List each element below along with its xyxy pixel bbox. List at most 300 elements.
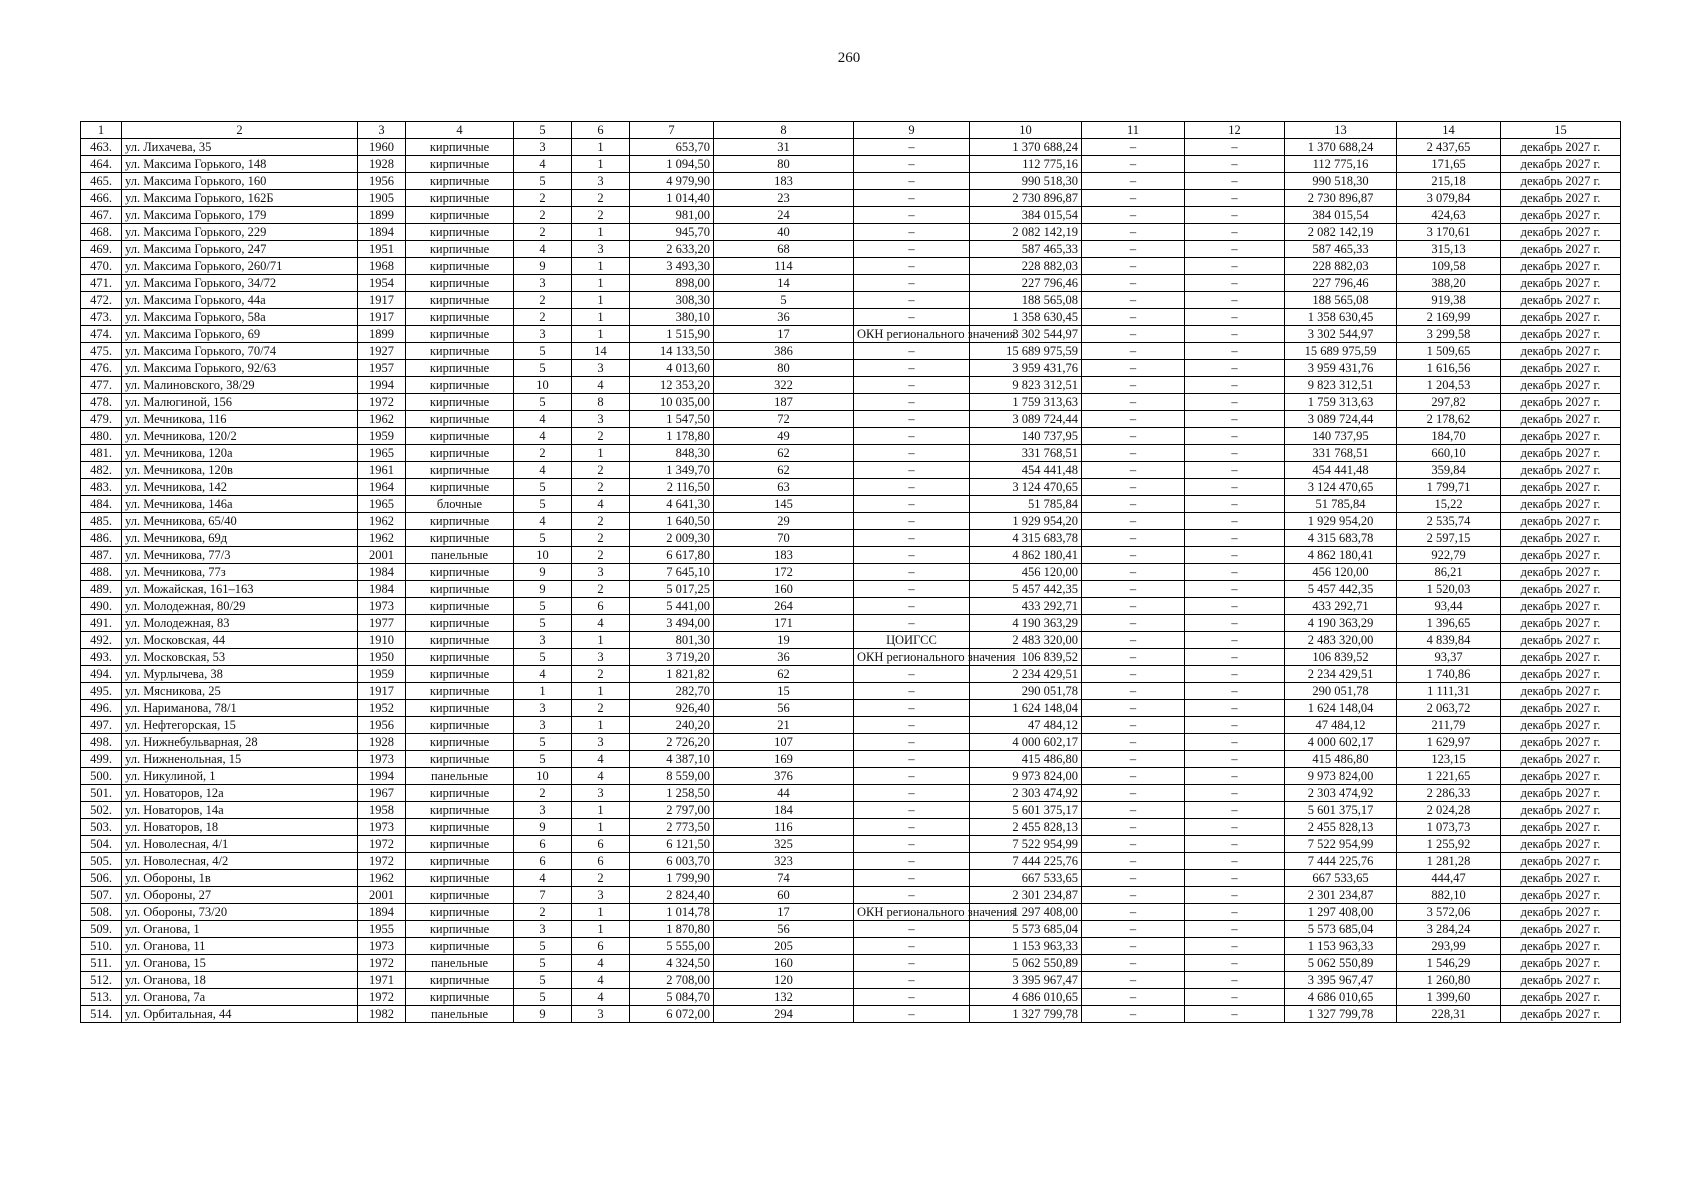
cell-fund-a: – <box>1082 241 1185 258</box>
cell-heritage-status: – <box>854 445 970 462</box>
cell-area: 848,30 <box>630 445 714 462</box>
cell-heritage-status: – <box>854 173 970 190</box>
cell-completion-date: декабрь 2027 г. <box>1501 564 1621 581</box>
cell-floors: 9 <box>514 1006 572 1023</box>
cell-residents: 322 <box>714 377 854 394</box>
cell-area: 4 641,30 <box>630 496 714 513</box>
table-row <box>81 972 1621 989</box>
cell-area: 945,70 <box>630 224 714 241</box>
column-header-fund-a: 11 <box>1082 122 1185 139</box>
cell-floors: 5 <box>514 598 572 615</box>
cell-year-built: 1962 <box>358 870 406 887</box>
cell-fund-b: – <box>1185 717 1285 734</box>
cell-entrances: 4 <box>572 972 630 989</box>
cell-address: ул. Максима Горького, 58а <box>122 309 358 326</box>
cell-floors: 5 <box>514 343 572 360</box>
cell-cost-per-sqm: 4 839,84 <box>1397 632 1501 649</box>
cell-owners-funds: 290 051,78 <box>1285 683 1397 700</box>
cell-heritage-status: – <box>854 989 970 1006</box>
cell-floors: 3 <box>514 802 572 819</box>
cell-completion-date: декабрь 2027 г. <box>1501 496 1621 513</box>
cell-wall-material: кирпичные <box>406 734 514 751</box>
cell-fund-a: – <box>1082 853 1185 870</box>
cell-cost-per-sqm: 1 260,80 <box>1397 972 1501 989</box>
cell-year-built: 1984 <box>358 581 406 598</box>
cell-year-built: 1958 <box>358 802 406 819</box>
cell-fund-b: – <box>1185 445 1285 462</box>
cell-residents: 183 <box>714 173 854 190</box>
cell-heritage-status: – <box>854 734 970 751</box>
cell-owners-funds: 2 303 474,92 <box>1285 785 1397 802</box>
cell-area: 2 726,20 <box>630 734 714 751</box>
cell-fund-b: – <box>1185 904 1285 921</box>
cell-floors: 5 <box>514 989 572 1006</box>
cell-residents: 62 <box>714 445 854 462</box>
cell-residents: 325 <box>714 836 854 853</box>
table-row <box>81 649 1621 666</box>
cell-residents: 114 <box>714 258 854 275</box>
cell-floors: 7 <box>514 887 572 904</box>
cell-fund-b: – <box>1185 938 1285 955</box>
cell-cost-per-sqm: 15,22 <box>1397 496 1501 513</box>
cell-year-built: 2001 <box>358 547 406 564</box>
cell-row-number: 476. <box>81 360 122 377</box>
cell-year-built: 1927 <box>358 343 406 360</box>
cell-area: 1 178,80 <box>630 428 714 445</box>
cell-fund-b: – <box>1185 513 1285 530</box>
cell-area: 12 353,20 <box>630 377 714 394</box>
cell-fund-a: – <box>1082 904 1185 921</box>
cell-fund-a: – <box>1082 989 1185 1006</box>
cell-floors: 9 <box>514 581 572 598</box>
cell-entrances: 2 <box>572 513 630 530</box>
cell-address: ул. Оганова, 7а <box>122 989 358 1006</box>
cell-fund-b: – <box>1185 564 1285 581</box>
cell-residents: 68 <box>714 241 854 258</box>
cell-entrances: 3 <box>572 1006 630 1023</box>
cell-fund-a: – <box>1082 700 1185 717</box>
cell-completion-date: декабрь 2027 г. <box>1501 513 1621 530</box>
cell-area: 4 324,50 <box>630 955 714 972</box>
cell-residents: 21 <box>714 717 854 734</box>
cell-fund-b: – <box>1185 411 1285 428</box>
cell-cost-total: 587 465,33 <box>970 241 1082 258</box>
cell-cost-total: 1 327 799,78 <box>970 1006 1082 1023</box>
cell-fund-a: – <box>1082 785 1185 802</box>
cell-fund-b: – <box>1185 173 1285 190</box>
cell-fund-a: – <box>1082 921 1185 938</box>
cell-owners-funds: 9 973 824,00 <box>1285 768 1397 785</box>
table-row <box>81 904 1621 921</box>
cell-row-number: 481. <box>81 445 122 462</box>
cell-year-built: 1971 <box>358 972 406 989</box>
cell-floors: 3 <box>514 717 572 734</box>
cell-residents: 62 <box>714 666 854 683</box>
cell-area: 2 824,40 <box>630 887 714 904</box>
table-row <box>81 751 1621 768</box>
cell-heritage-status: – <box>854 207 970 224</box>
cell-cost-total: 140 737,95 <box>970 428 1082 445</box>
cell-cost-total: 47 484,12 <box>970 717 1082 734</box>
cell-row-number: 466. <box>81 190 122 207</box>
cell-fund-a: – <box>1082 275 1185 292</box>
cell-area: 1 094,50 <box>630 156 714 173</box>
cell-residents: 386 <box>714 343 854 360</box>
cell-row-number: 471. <box>81 275 122 292</box>
table-row <box>81 360 1621 377</box>
cell-area: 240,20 <box>630 717 714 734</box>
cell-year-built: 1910 <box>358 632 406 649</box>
cell-year-built: 1984 <box>358 564 406 581</box>
cell-address: ул. Новаторов, 14а <box>122 802 358 819</box>
table-row <box>81 836 1621 853</box>
cell-row-number: 474. <box>81 326 122 343</box>
cell-floors: 5 <box>514 734 572 751</box>
cell-floors: 5 <box>514 938 572 955</box>
cell-residents: 294 <box>714 1006 854 1023</box>
cell-cost-per-sqm: 93,37 <box>1397 649 1501 666</box>
cell-fund-b: – <box>1185 547 1285 564</box>
cell-cost-per-sqm: 1 509,65 <box>1397 343 1501 360</box>
cell-residents: 160 <box>714 581 854 598</box>
table-row <box>81 428 1621 445</box>
cell-cost-total: 2 303 474,92 <box>970 785 1082 802</box>
cell-fund-a: – <box>1082 938 1185 955</box>
cell-cost-per-sqm: 123,15 <box>1397 751 1501 768</box>
cell-residents: 56 <box>714 700 854 717</box>
cell-owners-funds: 1 624 148,04 <box>1285 700 1397 717</box>
cell-fund-a: – <box>1082 649 1185 666</box>
cell-cost-total: 1 929 954,20 <box>970 513 1082 530</box>
cell-area: 10 035,00 <box>630 394 714 411</box>
cell-cost-per-sqm: 1 616,56 <box>1397 360 1501 377</box>
cell-area: 5 017,25 <box>630 581 714 598</box>
cell-completion-date: декабрь 2027 г. <box>1501 921 1621 938</box>
cell-completion-date: декабрь 2027 г. <box>1501 819 1621 836</box>
table-row <box>81 598 1621 615</box>
cell-completion-date: декабрь 2027 г. <box>1501 411 1621 428</box>
table-row <box>81 785 1621 802</box>
cell-wall-material: кирпичные <box>406 156 514 173</box>
cell-floors: 2 <box>514 785 572 802</box>
cell-cost-per-sqm: 3 299,58 <box>1397 326 1501 343</box>
cell-completion-date: декабрь 2027 г. <box>1501 887 1621 904</box>
cell-year-built: 1962 <box>358 411 406 428</box>
cell-cost-total: 112 775,16 <box>970 156 1082 173</box>
cell-cost-per-sqm: 3 284,24 <box>1397 921 1501 938</box>
cell-wall-material: кирпичные <box>406 326 514 343</box>
cell-address: ул. Оганова, 15 <box>122 955 358 972</box>
cell-row-number: 491. <box>81 615 122 632</box>
cell-owners-funds: 4 315 683,78 <box>1285 530 1397 547</box>
cell-residents: 74 <box>714 870 854 887</box>
cell-year-built: 1962 <box>358 530 406 547</box>
page-number: 260 <box>837 50 861 66</box>
cell-wall-material: кирпичные <box>406 462 514 479</box>
cell-heritage-status: – <box>854 598 970 615</box>
cell-floors: 3 <box>514 139 572 156</box>
cell-fund-a: – <box>1082 139 1185 156</box>
cell-row-number: 468. <box>81 224 122 241</box>
table-row <box>81 343 1621 360</box>
cell-address: ул. Новаторов, 18 <box>122 819 358 836</box>
cell-cost-total: 4 686 010,65 <box>970 989 1082 1006</box>
table-row <box>81 139 1621 156</box>
cell-row-number: 478. <box>81 394 122 411</box>
cell-area: 282,70 <box>630 683 714 700</box>
cell-address: ул. Максима Горького, 69 <box>122 326 358 343</box>
cell-area: 5 084,70 <box>630 989 714 1006</box>
cell-cost-total: 3 124 470,65 <box>970 479 1082 496</box>
cell-completion-date: декабрь 2027 г. <box>1501 394 1621 411</box>
cell-floors: 10 <box>514 768 572 785</box>
cell-cost-total: 5 062 550,89 <box>970 955 1082 972</box>
cell-year-built: 1899 <box>358 326 406 343</box>
cell-cost-total: 3 959 431,76 <box>970 360 1082 377</box>
cell-floors: 6 <box>514 853 572 870</box>
cell-floors: 5 <box>514 751 572 768</box>
cell-year-built: 1894 <box>358 224 406 241</box>
cell-area: 1 515,90 <box>630 326 714 343</box>
table-row <box>81 615 1621 632</box>
cell-wall-material: кирпичные <box>406 853 514 870</box>
cell-heritage-status: – <box>854 496 970 513</box>
cell-area: 6 072,00 <box>630 1006 714 1023</box>
cell-fund-b: – <box>1185 496 1285 513</box>
cell-entrances: 3 <box>572 411 630 428</box>
cell-cost-per-sqm: 1 221,65 <box>1397 768 1501 785</box>
cell-cost-per-sqm: 2 178,62 <box>1397 411 1501 428</box>
table-row <box>81 513 1621 530</box>
cell-cost-per-sqm: 1 073,73 <box>1397 819 1501 836</box>
cell-completion-date: декабрь 2027 г. <box>1501 615 1621 632</box>
cell-heritage-status: – <box>854 972 970 989</box>
cell-fund-b: – <box>1185 615 1285 632</box>
cell-residents: 15 <box>714 683 854 700</box>
column-header-cost-per-sqm: 14 <box>1397 122 1501 139</box>
cell-fund-b: – <box>1185 224 1285 241</box>
cell-fund-a: – <box>1082 615 1185 632</box>
housing-registry-table <box>80 121 1621 1023</box>
cell-completion-date: декабрь 2027 г. <box>1501 768 1621 785</box>
cell-fund-a: – <box>1082 173 1185 190</box>
table-row <box>81 462 1621 479</box>
cell-owners-funds: 1 327 799,78 <box>1285 1006 1397 1023</box>
cell-fund-a: – <box>1082 955 1185 972</box>
cell-row-number: 505. <box>81 853 122 870</box>
cell-residents: 49 <box>714 428 854 445</box>
cell-residents: 62 <box>714 462 854 479</box>
cell-area: 1 547,50 <box>630 411 714 428</box>
cell-cost-total: 2 730 896,87 <box>970 190 1082 207</box>
cell-cost-total: 188 565,08 <box>970 292 1082 309</box>
table-row <box>81 547 1621 564</box>
cell-cost-per-sqm: 228,31 <box>1397 1006 1501 1023</box>
cell-cost-total: 456 120,00 <box>970 564 1082 581</box>
cell-area: 14 133,50 <box>630 343 714 360</box>
cell-row-number: 500. <box>81 768 122 785</box>
cell-fund-a: – <box>1082 377 1185 394</box>
cell-cost-per-sqm: 171,65 <box>1397 156 1501 173</box>
cell-cost-total: 1 153 963,33 <box>970 938 1082 955</box>
cell-floors: 1 <box>514 683 572 700</box>
cell-address: ул. Молодежная, 83 <box>122 615 358 632</box>
cell-year-built: 1928 <box>358 156 406 173</box>
cell-year-built: 1951 <box>358 241 406 258</box>
cell-wall-material: кирпичные <box>406 173 514 190</box>
cell-entrances: 3 <box>572 564 630 581</box>
table-row <box>81 326 1621 343</box>
cell-entrances: 2 <box>572 190 630 207</box>
cell-address: ул. Нариманова, 78/1 <box>122 700 358 717</box>
cell-fund-a: – <box>1082 309 1185 326</box>
cell-fund-a: – <box>1082 530 1185 547</box>
cell-cost-total: 2 234 429,51 <box>970 666 1082 683</box>
cell-completion-date: декабрь 2027 г. <box>1501 785 1621 802</box>
cell-address: ул. Мечникова, 120в <box>122 462 358 479</box>
cell-cost-per-sqm: 2 437,65 <box>1397 139 1501 156</box>
cell-area: 4 013,60 <box>630 360 714 377</box>
cell-row-number: 483. <box>81 479 122 496</box>
cell-residents: 205 <box>714 938 854 955</box>
cell-address: ул. Максима Горького, 229 <box>122 224 358 241</box>
cell-floors: 5 <box>514 496 572 513</box>
cell-area: 3 719,20 <box>630 649 714 666</box>
cell-wall-material: кирпичные <box>406 292 514 309</box>
cell-residents: 29 <box>714 513 854 530</box>
cell-area: 1 258,50 <box>630 785 714 802</box>
cell-wall-material: кирпичные <box>406 241 514 258</box>
cell-residents: 160 <box>714 955 854 972</box>
cell-area: 1 870,80 <box>630 921 714 938</box>
cell-cost-total: 51 785,84 <box>970 496 1082 513</box>
cell-fund-b: – <box>1185 479 1285 496</box>
cell-heritage-status: – <box>854 292 970 309</box>
cell-completion-date: декабрь 2027 г. <box>1501 190 1621 207</box>
cell-row-number: 469. <box>81 241 122 258</box>
cell-year-built: 1994 <box>358 377 406 394</box>
cell-heritage-status: – <box>854 700 970 717</box>
cell-fund-b: – <box>1185 292 1285 309</box>
cell-heritage-status: – <box>854 377 970 394</box>
cell-floors: 5 <box>514 530 572 547</box>
cell-cost-total: 1 370 688,24 <box>970 139 1082 156</box>
column-header-year-built: 3 <box>358 122 406 139</box>
table-row <box>81 530 1621 547</box>
cell-owners-funds: 3 395 967,47 <box>1285 972 1397 989</box>
cell-residents: 376 <box>714 768 854 785</box>
cell-cost-total: 4 000 602,17 <box>970 734 1082 751</box>
cell-residents: 17 <box>714 904 854 921</box>
cell-residents: 116 <box>714 819 854 836</box>
cell-fund-a: – <box>1082 207 1185 224</box>
cell-heritage-status: – <box>854 938 970 955</box>
cell-owners-funds: 9 823 312,51 <box>1285 377 1397 394</box>
cell-address: ул. Обороны, 73/20 <box>122 904 358 921</box>
cell-entrances: 1 <box>572 258 630 275</box>
cell-owners-funds: 2 301 234,87 <box>1285 887 1397 904</box>
cell-row-number: 502. <box>81 802 122 819</box>
cell-wall-material: кирпичные <box>406 598 514 615</box>
cell-owners-funds: 3 302 544,97 <box>1285 326 1397 343</box>
cell-residents: 24 <box>714 207 854 224</box>
cell-address: ул. Московская, 44 <box>122 632 358 649</box>
cell-address: ул. Максима Горького, 92/63 <box>122 360 358 377</box>
cell-year-built: 1962 <box>358 513 406 530</box>
cell-heritage-status: – <box>854 309 970 326</box>
cell-wall-material: кирпичные <box>406 394 514 411</box>
cell-cost-total: 228 882,03 <box>970 258 1082 275</box>
cell-residents: 172 <box>714 564 854 581</box>
table-row <box>81 275 1621 292</box>
cell-wall-material: кирпичные <box>406 700 514 717</box>
cell-heritage-status: – <box>854 836 970 853</box>
cell-completion-date: декабрь 2027 г. <box>1501 1006 1621 1023</box>
column-header-wall-material: 4 <box>406 122 514 139</box>
cell-residents: 56 <box>714 921 854 938</box>
cell-cost-per-sqm: 93,44 <box>1397 598 1501 615</box>
cell-heritage-status: – <box>854 615 970 632</box>
cell-fund-b: – <box>1185 241 1285 258</box>
cell-year-built: 1956 <box>358 173 406 190</box>
cell-owners-funds: 3 089 724,44 <box>1285 411 1397 428</box>
cell-fund-b: – <box>1185 1006 1285 1023</box>
table-row <box>81 411 1621 428</box>
cell-address: ул. Малюгиной, 156 <box>122 394 358 411</box>
cell-row-number: 477. <box>81 377 122 394</box>
cell-heritage-status: – <box>854 853 970 870</box>
cell-address: ул. Мечникова, 146а <box>122 496 358 513</box>
cell-fund-b: – <box>1185 972 1285 989</box>
cell-year-built: 1917 <box>358 309 406 326</box>
cell-year-built: 1973 <box>358 938 406 955</box>
cell-owners-funds: 15 689 975,59 <box>1285 343 1397 360</box>
cell-address: ул. Новаторов, 12а <box>122 785 358 802</box>
cell-residents: 19 <box>714 632 854 649</box>
cell-entrances: 1 <box>572 292 630 309</box>
cell-row-number: 512. <box>81 972 122 989</box>
cell-address: ул. Новолесная, 4/1 <box>122 836 358 853</box>
cell-cost-total: 990 518,30 <box>970 173 1082 190</box>
cell-completion-date: декабрь 2027 г. <box>1501 870 1621 887</box>
cell-completion-date: декабрь 2027 г. <box>1501 326 1621 343</box>
cell-row-number: 465. <box>81 173 122 190</box>
cell-fund-a: – <box>1082 292 1185 309</box>
cell-heritage-status: – <box>854 462 970 479</box>
cell-completion-date: декабрь 2027 г. <box>1501 462 1621 479</box>
cell-heritage-status: – <box>854 513 970 530</box>
cell-entrances: 3 <box>572 360 630 377</box>
cell-fund-b: – <box>1185 360 1285 377</box>
cell-cost-per-sqm: 1 396,65 <box>1397 615 1501 632</box>
cell-completion-date: декабрь 2027 г. <box>1501 139 1621 156</box>
cell-fund-b: – <box>1185 428 1285 445</box>
cell-owners-funds: 2 234 429,51 <box>1285 666 1397 683</box>
cell-completion-date: декабрь 2027 г. <box>1501 717 1621 734</box>
cell-completion-date: декабрь 2027 г. <box>1501 989 1621 1006</box>
cell-year-built: 1928 <box>358 734 406 751</box>
cell-fund-a: – <box>1082 428 1185 445</box>
cell-entrances: 4 <box>572 751 630 768</box>
cell-cost-per-sqm: 1 204,53 <box>1397 377 1501 394</box>
cell-fund-b: – <box>1185 955 1285 972</box>
cell-fund-a: – <box>1082 666 1185 683</box>
cell-year-built: 1957 <box>358 360 406 377</box>
cell-entrances: 1 <box>572 326 630 343</box>
cell-completion-date: декабрь 2027 г. <box>1501 309 1621 326</box>
cell-fund-b: – <box>1185 139 1285 156</box>
cell-cost-per-sqm: 2 024,28 <box>1397 802 1501 819</box>
